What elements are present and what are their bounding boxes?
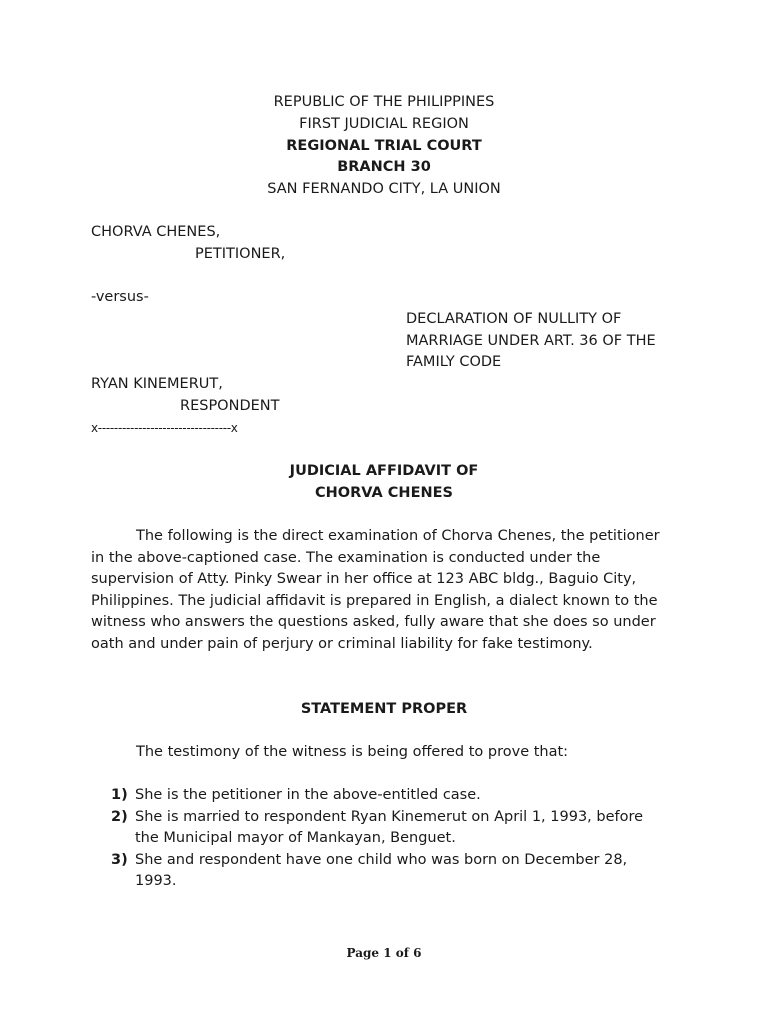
intro-paragraph-text: The following is the direct examination of Chorva Chenes, the petitioner in the above-captioned case. The examination is conducted under the supervision of Atty. Pinky Swear in her office at 123 ABC bldg., Baguio City, Philippines. The judicial affidavit is prepared in English, a dialect known to the witness who answers the questions asked, fully aware that she does so under oath and under pain of perjury or criminal liability for fake testimony.	[91, 528, 660, 652]
statement-heading: STATEMENT PROPER	[300, 701, 468, 717]
affidavit-title-line-2: CHORVA CHENES	[315, 485, 453, 501]
header-republic: REPUBLIC OF THE PHILIPPINES	[273, 94, 495, 110]
list-item-number: 3)	[111, 851, 128, 868]
header-region: FIRST JUDICIAL REGION	[299, 116, 469, 132]
case-title-line-3: FAMILY CODE	[406, 354, 502, 370]
list-item-number: 1)	[111, 787, 128, 803]
petitioner-role: PETITIONER,	[195, 246, 286, 262]
petitioner-name: CHORVA CHENES,	[91, 224, 221, 240]
caption-separator: x---------------------------------x	[91, 421, 238, 435]
list-item-text: She is married to respondent Ryan Kinemerut on April 1, 1993, before the Municipal mayor of Mankayan, Benguet.	[135, 808, 644, 847]
respondent-role: RESPONDENT	[180, 398, 280, 414]
intro-paragraph	[91, 526, 676, 656]
list-item	[0, 850, 665, 893]
page-number: Page 1 of 6	[346, 946, 422, 960]
list-item	[0, 807, 665, 850]
header-court: REGIONAL TRIAL COURT	[286, 138, 482, 154]
respondent-name: RYAN KINEMERUT,	[91, 376, 223, 392]
list-item-text: She is the petitioner in the above-entitled case.	[135, 787, 481, 803]
list-item-number: 2)	[111, 808, 128, 825]
case-title-line-2: MARRIAGE UNDER ART. 36 OF THE	[406, 333, 656, 349]
header-branch: BRANCH 30	[337, 159, 431, 175]
case-title-line-1: DECLARATION OF NULLITY OF	[406, 311, 622, 327]
affidavit-title-line-1: JUDICIAL AFFIDAVIT OF	[289, 463, 479, 479]
header-city: SAN FERNANDO CITY, LA UNION	[267, 181, 501, 197]
proof-list	[0, 785, 700, 893]
versus-label: -versus-	[91, 289, 149, 305]
offer-text: The testimony of the witness is being offered to prove that:	[136, 744, 569, 760]
list-item	[0, 785, 665, 807]
list-item-text: She and respondent have one child who was born on December 28, 1993.	[135, 851, 628, 890]
